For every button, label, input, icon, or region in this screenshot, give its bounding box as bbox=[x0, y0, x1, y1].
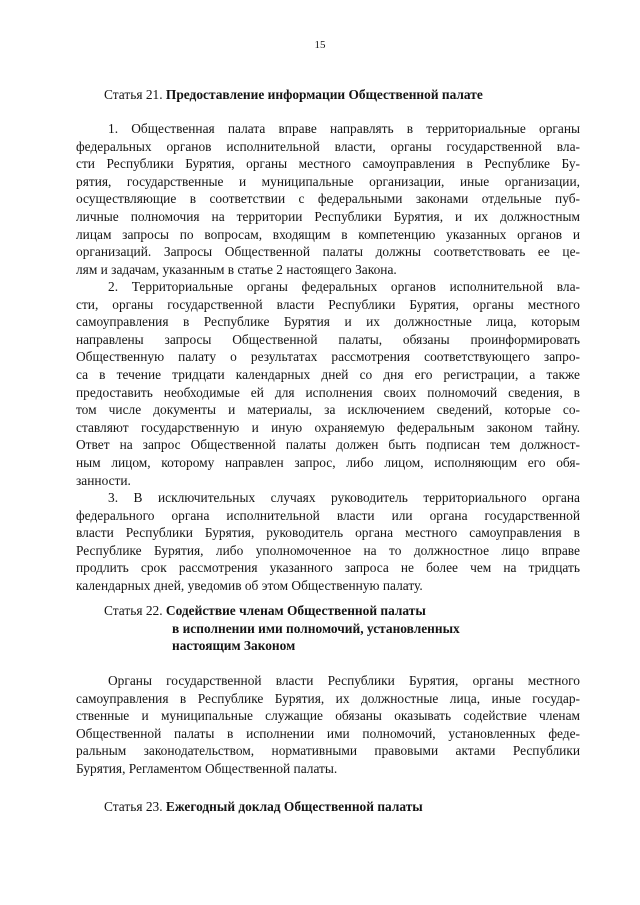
article-22-paragraph bbox=[76, 672, 580, 778]
article-22-prefix: Статья 22. bbox=[104, 603, 166, 618]
article-23-title: Ежегодный доклад Общественной палаты bbox=[165, 799, 423, 814]
text-line: лям и задачам, указанным в статье 2 настоящего Закона. bbox=[76, 261, 397, 277]
text-line: 3. В исключительных случаях руководитель территориального органа bbox=[108, 490, 580, 505]
text-line: календарных дней, уведомив об этом Общественную палату. bbox=[76, 577, 423, 593]
text-line: федеральных органов исполнительной власти, органы государственной вла- bbox=[76, 138, 580, 154]
article-21-title: Предоставление информации Общественной палате bbox=[165, 87, 483, 102]
article-21-paragraph-2 bbox=[76, 278, 580, 489]
text-line: сти, органы государственной власти Республики Бурятия, органы местного bbox=[76, 296, 580, 312]
article-21-heading bbox=[104, 86, 584, 104]
text-line: направлены запросы Общественной палаты, обязаны проинформировать bbox=[76, 331, 580, 347]
article-22-title-line-2: в исполнении ими полномочий, установленных bbox=[172, 620, 460, 636]
text-line: Бурятия, Регламентом Общественной палаты. bbox=[76, 760, 338, 776]
article-21-prefix: Статья 21. bbox=[104, 87, 166, 102]
text-line: сти Республики Бурятия, органы местного самоуправления в Республике Бу- bbox=[76, 156, 580, 172]
text-line: федерального органа исполнительной власти или органа государственной bbox=[76, 507, 580, 523]
article-22-title-line-3: настоящим Законом bbox=[172, 638, 296, 654]
article-22-heading bbox=[104, 602, 584, 655]
text-line: Общественную палату о результатах рассмотрения соответствующего запро- bbox=[76, 349, 580, 365]
text-line: лицам запросы по вопросам, входящим в компетенцию указанных органов и bbox=[76, 226, 580, 242]
text-line: Республике Бурятия, либо уполномоченное на то должностное лицо вправе bbox=[76, 542, 580, 558]
text-line: 2. Территориальные органы федеральных органов исполнительной вла- bbox=[108, 279, 580, 294]
text-line: личные полномочия на территории Республики Бурятия, и их должностным bbox=[76, 208, 580, 224]
article-23-prefix: Статья 23. bbox=[104, 799, 166, 814]
text-line: ставляют государственную и иную охраняемую федеральным законом тайну. bbox=[76, 419, 580, 435]
text-line: рятия, государственные и муниципальные организации, иные организации, bbox=[76, 173, 580, 189]
text-line: занности. bbox=[76, 472, 131, 488]
text-line: ственные и муниципальные служащие обязаны оказывать содействие членам bbox=[76, 708, 580, 724]
text-line: самоуправления в Республике Бурятия и их должностные лица, которым bbox=[76, 314, 580, 330]
text-line: предоставить необходимые ей для исполнения своих полномочий сведения, в bbox=[76, 384, 580, 400]
text-line: осуществляющие в соответствии с федеральными законами отдельные пуб- bbox=[76, 191, 580, 207]
article-22-title-line-1: Содействие членам Общественной палаты bbox=[165, 603, 426, 618]
article-21-paragraph-1 bbox=[76, 120, 580, 278]
text-line: том числе документы и материалы, за исключением сведений, которые со- bbox=[76, 402, 580, 418]
page-number: 15 bbox=[314, 39, 326, 51]
text-line: Общественной палаты в исполнении ими полномочий, установленных феде- bbox=[76, 725, 580, 741]
text-line: власти Республики Бурятия, руководитель органа местного самоуправления в bbox=[76, 525, 580, 541]
text-line: ральным законодательством, нормативными правовыми актами Республики bbox=[76, 743, 580, 759]
text-line: Ответ на запрос Общественной палаты должен быть подписан тем должност- bbox=[76, 437, 580, 453]
text-line: организаций. Запросы Общественной палаты должны соответствовать ее це- bbox=[76, 244, 580, 260]
article-21-paragraph-3 bbox=[76, 489, 580, 595]
text-line: самоуправления в Республике Бурятия, их должностные лица, иные государ- bbox=[76, 690, 580, 706]
text-line: Органы государственной власти Республики Бурятия, органы местного bbox=[108, 673, 580, 688]
text-line: ным лицом, которому направлен запрос, либо лицом, исполняющим его обя- bbox=[76, 454, 580, 470]
text-line: продлить срок рассмотрения указанного запроса не более чем на тридцать bbox=[76, 560, 580, 576]
article-23-heading bbox=[104, 798, 584, 816]
text-line: са в течение тридцати календарных дней со дня его регистрации, а также bbox=[76, 366, 580, 382]
text-line: 1. Общественная палата вправе направлять в территориальные органы bbox=[108, 121, 580, 136]
